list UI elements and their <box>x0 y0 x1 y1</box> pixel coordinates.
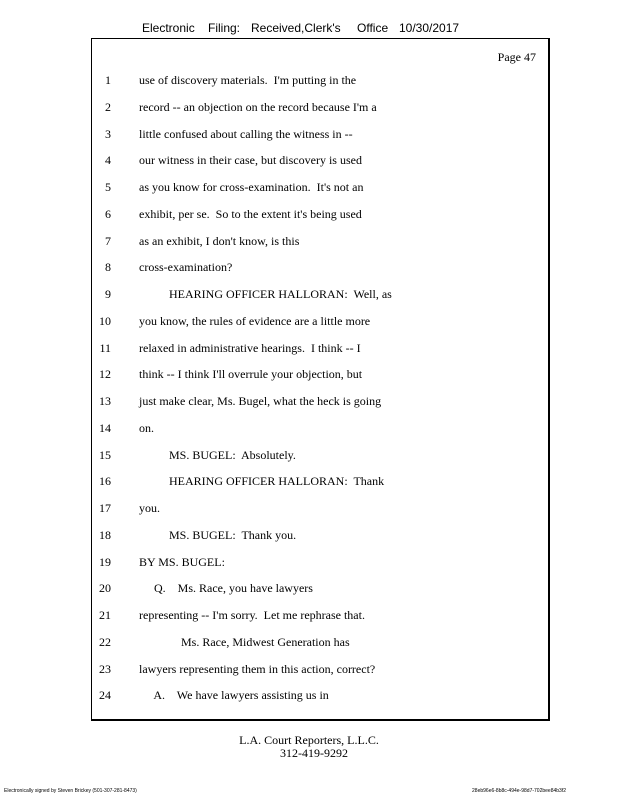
line-text: HEARING OFFICER HALLORAN: Well, as <box>139 287 392 301</box>
line-number: 17 <box>99 501 111 515</box>
electronic-signature: Electronically signed by Steven Brickey (501-307-281-8473) <box>4 788 137 794</box>
line-number: 9 <box>105 287 111 301</box>
line-number: 3 <box>105 126 111 141</box>
line-number: 2 <box>105 99 111 114</box>
document-hash: 28eb96e6-8b8c-494e-98d7-702bee84b3f2 <box>472 788 566 794</box>
line-number: 16 <box>99 474 111 489</box>
line-number: 14 <box>99 420 111 435</box>
court-reporter-name: L.A. Court Reporters, L.L.C. <box>239 733 379 747</box>
transcript-line <box>0 554 618 570</box>
transcript-line <box>0 206 618 222</box>
line-text: as an exhibit, I don't know, is this <box>139 233 300 248</box>
transcript-line <box>0 126 618 142</box>
line-text: little confused about calling the witness in -- <box>139 126 353 141</box>
line-text: cross-examination? <box>139 260 233 275</box>
line-number: 22 <box>99 634 111 649</box>
line-number: 15 <box>99 447 111 462</box>
line-text: record -- an objection on the record because I'm a <box>139 99 377 114</box>
line-number: 1 <box>105 73 111 87</box>
transcript-line <box>0 500 618 516</box>
line-number: 13 <box>99 394 111 408</box>
line-text: lawyers representing them in this action, correct? <box>139 661 376 676</box>
filing-label: Electronic <box>142 21 195 35</box>
line-text: HEARING OFFICER HALLORAN: Thank <box>139 474 385 489</box>
line-number: 8 <box>105 260 111 275</box>
line-number: 4 <box>105 153 111 168</box>
line-number: 23 <box>99 661 111 676</box>
transcript-line <box>0 527 618 543</box>
transcript-line <box>0 72 618 88</box>
line-text: Ms. Race, Midwest Generation has <box>139 634 350 649</box>
court-reporter-phone: 312-419-9292 <box>280 746 348 760</box>
filing-status: Received,Clerk's <box>251 21 341 35</box>
transcript-line <box>0 447 618 463</box>
line-number: 10 <box>99 313 111 328</box>
transcript-line <box>0 607 618 623</box>
line-number: 7 <box>105 233 111 248</box>
line-text: BY MS. BUGEL: <box>139 554 225 569</box>
line-number: 21 <box>99 608 111 622</box>
transcript-line <box>0 233 618 249</box>
transcript-line <box>0 313 618 329</box>
transcript-line <box>0 99 618 115</box>
line-text: use of discovery materials. I'm putting in the <box>139 73 357 87</box>
transcript-line <box>0 634 618 650</box>
transcript-line <box>0 366 618 382</box>
transcript-line <box>0 259 618 275</box>
line-text: A. We have lawyers assisting us in <box>139 688 329 703</box>
line-number: 24 <box>99 688 111 703</box>
line-text: you know, the rules of evidence are a little more <box>139 313 371 328</box>
line-number: 20 <box>99 581 111 596</box>
line-text: think -- I think I'll overrule your objection, but <box>139 367 363 382</box>
line-number: 12 <box>99 367 111 382</box>
filing-date: 10/30/2017 <box>399 21 460 35</box>
line-text: as you know for cross-examination. It's not an <box>139 180 364 194</box>
line-text: you. <box>139 501 160 515</box>
line-text: MS. BUGEL: Thank you. <box>139 527 297 542</box>
line-text: representing -- I'm sorry. Let me rephrase that. <box>139 608 365 622</box>
page-number: Page 47 <box>497 50 536 64</box>
transcript-line <box>0 661 618 677</box>
transcript-line <box>0 179 618 195</box>
line-text: relaxed in administrative hearings. I think -- I <box>139 340 361 355</box>
line-text: on. <box>139 420 154 435</box>
transcript-line <box>0 473 618 489</box>
line-text: MS. BUGEL: Absolutely. <box>139 447 296 462</box>
line-text: our witness in their case, but discovery is used <box>139 153 362 168</box>
transcript-line <box>0 687 618 703</box>
line-text: Q. Ms. Race, you have lawyers <box>139 581 313 596</box>
transcript-line <box>0 286 618 302</box>
transcript-line <box>0 340 618 356</box>
line-number: 5 <box>105 180 111 194</box>
transcript-line <box>0 152 618 168</box>
line-number: 18 <box>99 527 111 542</box>
line-text: just make clear, Ms. Bugel, what the heck is going <box>139 394 382 408</box>
line-number: 11 <box>99 340 111 355</box>
line-number: 6 <box>105 206 111 221</box>
transcript-line <box>0 420 618 436</box>
line-text: exhibit, per se. So to the extent it's being used <box>139 206 362 221</box>
transcript-line <box>0 393 618 409</box>
filing-word: Filing: <box>208 21 241 35</box>
line-number: 19 <box>99 554 111 569</box>
filing-office: Office <box>357 21 389 35</box>
transcript-line <box>0 580 618 596</box>
